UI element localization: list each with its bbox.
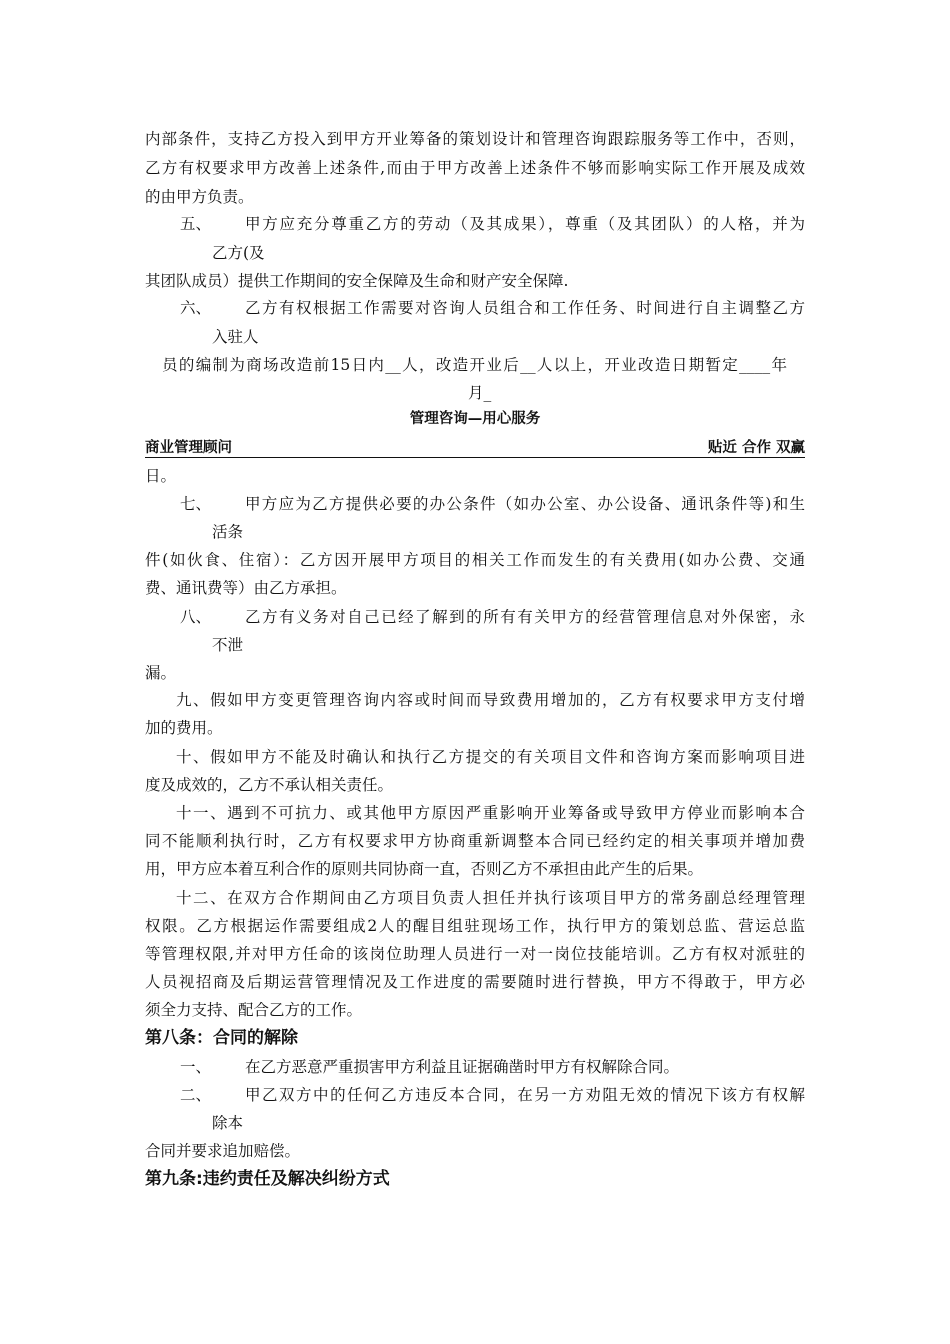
body-line: 乙方有义务对自己已经了解到的所有有关甲方的经营管理信息对外保密，永 [245, 608, 805, 626]
body-line: 十、假如甲方不能及时确认和执行乙方提交的有关项目文件和咨询方案而影响项目进 [176, 748, 805, 766]
header-banner-company: 商业管理顾问 [145, 440, 232, 456]
body-line: 不泄 [212, 636, 244, 654]
header-banner-title: 管理咨询—用心服务 [409, 411, 541, 427]
body-line: 活条 [212, 523, 244, 541]
body-line: 员的编制为商场改造前15日内__人，改造开业后__人以上，开业改造日期暂定____年 [162, 356, 787, 374]
body-line: 其团队成员）提供工作期间的安全保障及生命和财产安全保障. [145, 272, 569, 290]
item-number: 七、 [180, 495, 212, 513]
body-line: 乙方有权根据工作需要对咨询人员组合和工作任务、时间进行自主调整乙方 [245, 299, 805, 317]
body-line: 漏。 [145, 664, 177, 682]
body-line: 乙方有权要求甲方改善上述条件,而由于甲方改善上述条件不够而影响实际工作开展及成效 [145, 159, 805, 177]
body-line: 入驻人 [212, 328, 259, 346]
body-line: 人员视招商及后期运营管理情况及工作进度的需要随时进行替换，甲方不得敢于，甲方必 [145, 973, 805, 991]
body-line: 内部条件，支持乙方投入到甲方开业筹备的策划设计和管理咨询跟踪服务等工作中，否则， [145, 130, 805, 148]
item-number: 五、 [180, 215, 212, 233]
header-banner-slogan: 贴近 合作 双赢 [707, 440, 805, 456]
body-line: 甲乙双方中的任何乙方违反本合同，在另一方劝阻无效的情况下该方有权解 [245, 1086, 805, 1104]
body-line: 等管理权限,并对甲方任命的该岗位助理人员进行一对一岗位技能培训。乙方有权对派驻的 [145, 945, 805, 963]
body-line: 甲方应为乙方提供必要的办公条件（如办公室、办公设备、通讯条件等)和生 [245, 495, 805, 513]
body-line: 十二、在双方合作期间由乙方项目负责人担任并执行该项目甲方的常务副总经理管理 [176, 889, 805, 907]
section-heading-8: 第八条：合同的解除 [145, 1028, 298, 1048]
body-line: 用，甲方应本着互利合作的原则共同协商一直，否则乙方不承担由此产生的后果。 [145, 860, 704, 878]
body-line: 度及成效的，乙方不承认相关责任。 [145, 776, 394, 794]
body-line: 加的费用。 [145, 719, 223, 737]
header-banner-rule [145, 457, 805, 458]
body-line: 件(如伙食、住宿）：乙方因开展甲方项目的相关工作而发生的有关费用(如办公费、交通 [145, 551, 805, 569]
body-line: 合同并要求追加赔偿。 [145, 1142, 301, 1160]
body-line: 十一、遇到不可抗力、或其他甲方原因严重影响开业筹备或导致甲方停业而影响本合 [176, 804, 805, 822]
item-number: 六、 [180, 299, 212, 317]
section-heading-9: 第九条:违约责任及解决纠纷方式 [145, 1169, 390, 1189]
item-number: 一、 [180, 1058, 212, 1076]
body-line: 月_ [468, 384, 492, 402]
body-line: 权限。乙方根据运作需要组成2人的醒目组驻现场工作，执行甲方的策划总监、营运总监 [145, 917, 805, 935]
body-line: 同不能顺利执行时，乙方有权要求甲方协商重新调整本合同已经约定的相关事项并增加费 [145, 832, 805, 850]
body-line: 费、通讯费等）由乙方承担。 [145, 579, 347, 597]
item-number: 二、 [180, 1086, 212, 1104]
body-line: 甲方应充分尊重乙方的劳动（及其成果），尊重（及其团队）的人格，并为 [245, 215, 805, 233]
body-line: 的由甲方负责。 [145, 188, 254, 206]
body-line: 乙方(及 [212, 244, 265, 262]
body-line: 日。 [145, 467, 177, 485]
body-line: 九、假如甲方变更管理咨询内容或时间而导致费用增加的，乙方有权要求甲方支付增 [176, 691, 805, 709]
body-line: 须全力支持、配合乙方的工作。 [145, 1001, 363, 1019]
item-number: 八、 [180, 608, 212, 626]
body-line: 除本 [212, 1114, 244, 1132]
body-line: 在乙方恶意严重损害甲方利益且证据确凿时甲方有权解除合同。 [245, 1058, 680, 1076]
